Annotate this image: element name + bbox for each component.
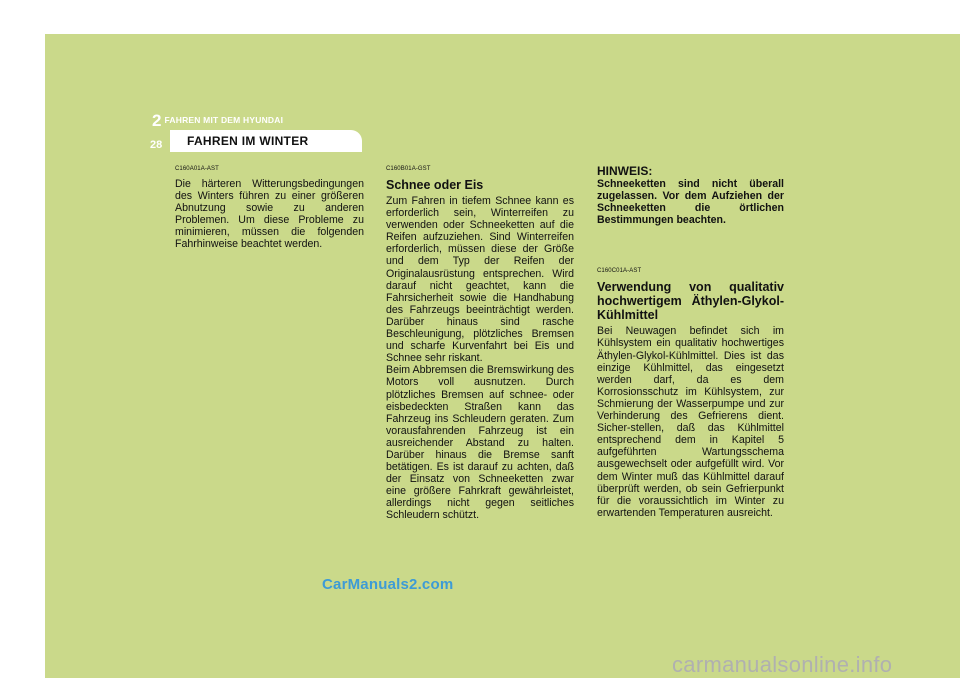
watermark-text: carmanualsonline.info [672,652,893,677]
note-text: Schneeketten sind nicht überall zugelassen. Vor dem Aufziehen der Schneeketten die örtlichen Bestimmungen beachten. [597,178,784,227]
section-title: FAHREN IM WINTER [187,134,309,148]
intro-paragraph: Die härteren Witterungsbedingungen des Winters führen zu einer größeren Abnutzung sowie zu anderen Problemen. Um diese Probleme zu minimieren, müssen die folgenden Fahrhinweise beachtet werden. [175,178,364,251]
section-code: C160B01A-GST [386,166,431,172]
section-code: C160A01A-AST [175,166,219,172]
chapter-title: FAHREN MIT DEM HYUNDAI [164,115,284,125]
column-3 [597,164,784,519]
section-code: C160C01A-AST [597,268,642,275]
body-paragraph: Zum Fahren in tiefem Schnee kann es erforderlich sein, Winterreifen zu verwenden oder Schneeketten auf die Reifen aufzuziehen. Sind Winterreifen erforderlich, müssen diese der Größe und dem Typ der Reifen der Originalausrüstung entsprechen. Wird darauf nicht geachtet, kann die Fahrsicherheit sowie die Handhabung des Fahrzeugs beeinträchtigt werden. Darüber hinaus sind rasche Beschleunigung, plötzliches Bremsen und scharfe Kurvenfahrt bei Eis und Schnee sehr riskant. Beim Abbremsen die Bremswirkung des Motors voll ausnutzen. Durch plötzliches Bremsen auf schnee- oder eisbedeckten Straßen kann das Fahrzeug ins Schleudern geraten. Zum vorausfahrenden Fahrzeug ist ein ausreichender Abstand zu halten. Darüber hinaus die Bremse sanft betätigen. Es ist darauf zu achten, daß der Einsatz von Schneeketten zwar eine größere Fahrkraft gewährleistet, allerdings nicht gegen seitliches Schleudern schützt. [386,195,574,522]
section-heading: Verwendung von qualitativ hochwertigem Äthylen-Glykol-Kühlmittel [597,280,784,323]
column-2 [386,165,574,522]
chapter-number: 2 [152,111,162,130]
column-1 [175,165,364,251]
watermark-link[interactable]: CarManuals2.com [322,576,454,593]
chapter-header [152,112,283,129]
page-number: 28 [150,139,163,151]
note-title: HINWEIS: [597,164,653,178]
body-paragraph: Bei Neuwagen befindet sich im Kühlsystem ein qualitativ hochwertiges Äthylen-Glykol-Kühlmittel. Dies ist das einzige Kühlmittel, das eingesetzt werden darf, da es dem Korrosionsschutz im Kühlsystem, zur Schmierung der Wasserpumpe und zur Verhinderung des Gefrierens dient. Sicher-stellen, daß das Kühlmittel entsprechend dem in Kapitel 5 aufgeführten Wartungsschema ausgewechselt oder aufgefüllt wird. Vor dem Winter muß das Kühlmittel darauf überprüft werden, ob sein Gefrierpunkt für die voraussichtlich im Winter zu erwartenden Temperaturen ausreicht. [597,325,784,519]
section-heading: Schnee oder Eis [386,178,484,192]
